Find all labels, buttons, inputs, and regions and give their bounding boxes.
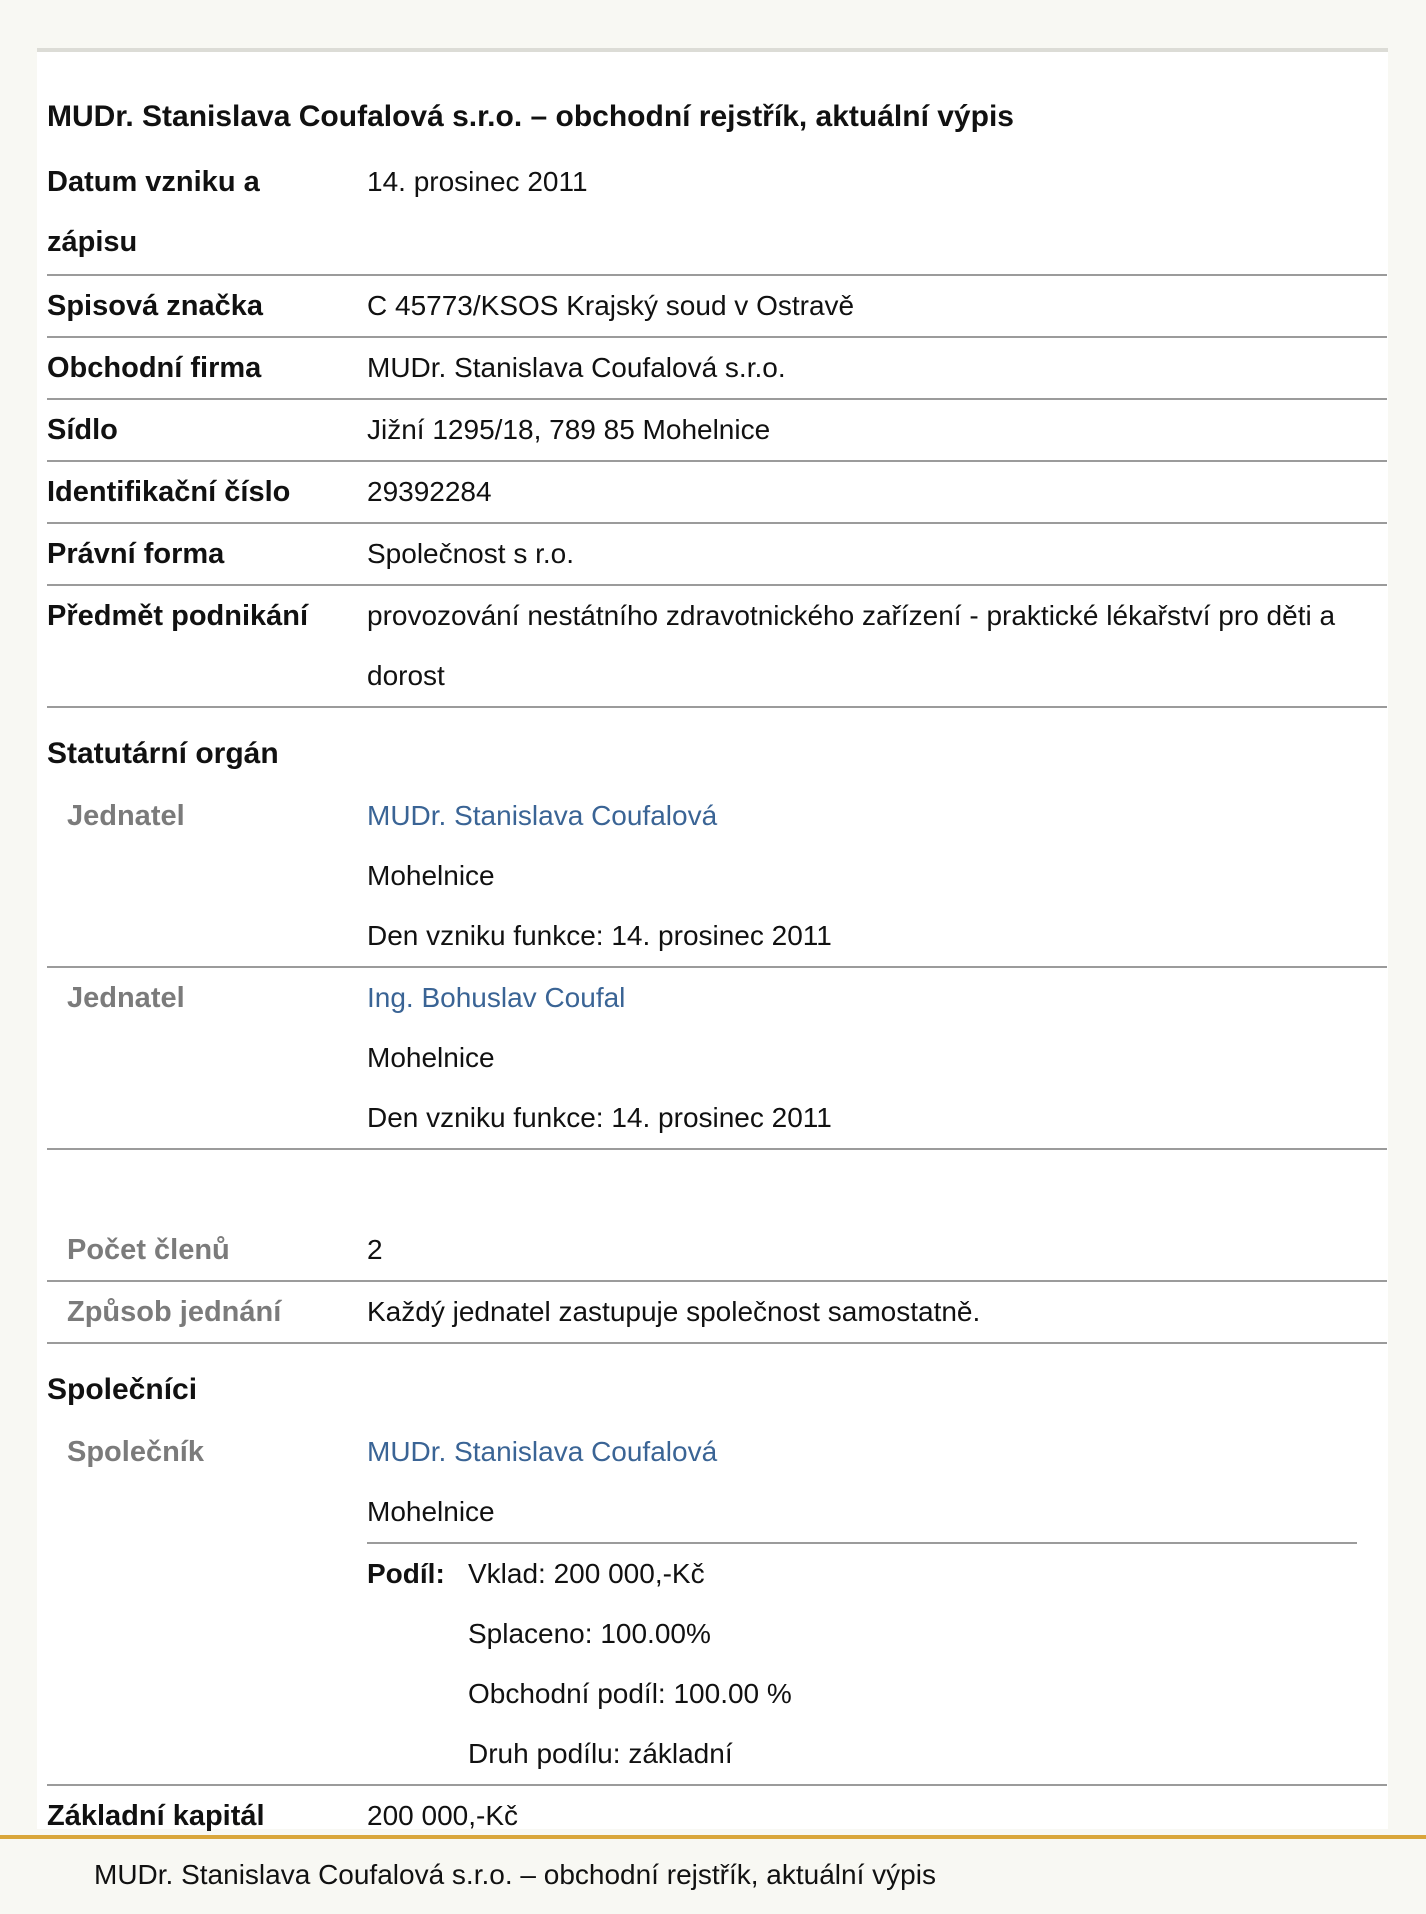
function-since: Den vzniku funkce: 14. prosinec 2011 (367, 1102, 832, 1133)
row-zpusob-jednani (47, 1282, 1387, 1344)
function-since: Den vzniku funkce: 14. prosinec 2011 (367, 920, 832, 951)
podil-label: Podíl: (367, 1558, 445, 1589)
label-jednatel-1: Jednatel (67, 800, 185, 832)
label-datum: Datum vzniku a zápisu (47, 166, 260, 258)
label-ico: Identifikační číslo (47, 476, 291, 508)
value-jednatel-2 (367, 968, 1387, 1148)
row-spisova (47, 276, 1387, 338)
value-zpusob-jednani: Každý jednatel zastupuje společnost samostatně. (367, 1296, 981, 1327)
person-city: Mohelnice (367, 1042, 495, 1073)
label-sidlo: Sídlo (47, 414, 118, 446)
podil-vklad: Vklad: 200 000,-Kč (468, 1558, 705, 1589)
row-datum (47, 152, 1387, 276)
person-city: Mohelnice (367, 860, 495, 891)
row-jednatel-2 (47, 968, 1387, 1150)
value-forma: Společnost s r.o. (367, 538, 575, 569)
row-spolecnik (47, 1422, 1387, 1786)
row-jednatel-1 (47, 786, 1387, 968)
podil-splaceno: Splaceno: 100.00% (468, 1618, 711, 1649)
page-footer (0, 1835, 1426, 1914)
value-pocet-clenu: 2 (367, 1234, 383, 1265)
label-spisova: Spisová značka (47, 290, 263, 322)
row-firma (47, 338, 1387, 400)
label-kapital: Základní kapitál (47, 1800, 265, 1832)
value-sidlo: Jižní 1295/18, 789 85 Mohelnice (367, 414, 771, 445)
podil-obchodni: Obchodní podíl: 100.00 % (468, 1678, 792, 1709)
value-predmet: provozování nestátního zdravotnického zařízení - praktické lékařství pro děti a dorost (367, 600, 1336, 691)
person-city: Mohelnice (367, 1496, 495, 1527)
value-spisova: C 45773/KSOS Krajský soud v Ostravě (367, 290, 855, 321)
register-card (37, 48, 1388, 1832)
person-link-coufal[interactable]: Ing. Bohuslav Coufal (367, 982, 626, 1013)
row-predmet (47, 586, 1387, 708)
podil-druh: Druh podílu: základní (468, 1738, 733, 1769)
value-kapital: 200 000,-Kč (367, 1800, 518, 1831)
label-jednatel-2: Jednatel (67, 982, 185, 1014)
row-sidlo (47, 400, 1387, 462)
label-firma: Obchodní firma (47, 352, 262, 384)
value-jednatel-1 (367, 786, 1387, 966)
label-pocet-clenu: Počet členů (67, 1234, 230, 1266)
value-firma: MUDr. Stanislava Coufalová s.r.o. (367, 352, 786, 383)
value-ico: 29392284 (367, 476, 492, 507)
label-predmet: Předmět podnikání (47, 600, 309, 632)
section-spolecnici-heading: Společníci (47, 1373, 198, 1406)
label-spolecnik: Společník (67, 1436, 204, 1468)
page-title: MUDr. Stanislava Coufalová s.r.o. – obchodní rejstřík, aktuální výpis (47, 100, 1014, 133)
podil-lines (468, 1544, 792, 1784)
row-ico (47, 462, 1387, 524)
person-link-coufalova[interactable]: MUDr. Stanislava Coufalová (367, 800, 718, 831)
value-datum: 14. prosinec 2011 (367, 166, 588, 197)
row-pocet-clenu (47, 1220, 1387, 1282)
footer-title: MUDr. Stanislava Coufalová s.r.o. – obchodní rejstřík, aktuální výpis (94, 1859, 936, 1890)
row-forma (47, 524, 1387, 586)
podil-block (367, 1544, 1387, 1784)
value-spolecnik (367, 1422, 1387, 1784)
person-link-spolecnik[interactable]: MUDr. Stanislava Coufalová (367, 1436, 718, 1467)
label-zpusob-jednani: Způsob jednání (67, 1296, 282, 1328)
section-statutarni-heading: Statutární orgán (47, 737, 279, 770)
label-forma: Právní forma (47, 538, 225, 570)
